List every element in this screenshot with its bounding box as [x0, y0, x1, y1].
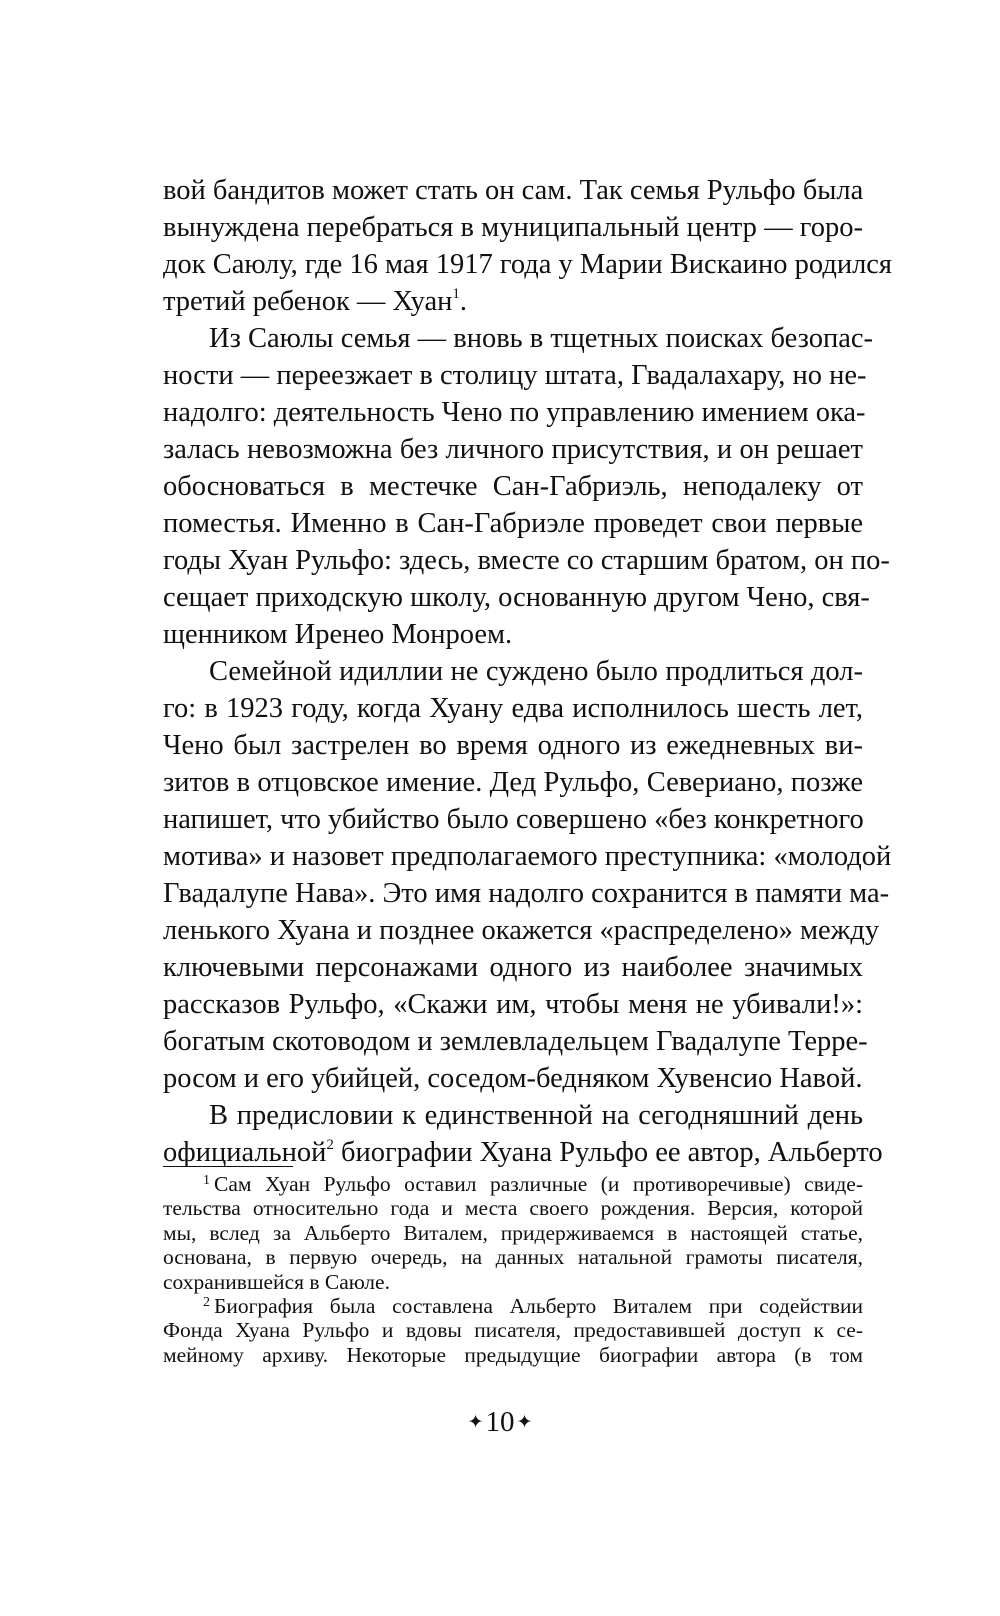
text-line: сещает приходскую школу, основанную другом Чено, свя- — [163, 582, 870, 613]
footnote-ref-1[interactable]: 1 — [452, 286, 460, 302]
text-line: го: в 1923 году, когда Хуану едва исполнилось шесть лет, — [163, 693, 863, 724]
footnote-2-line: мейному архиву. Некоторые предыдущие биографии автора (в том — [163, 1342, 863, 1367]
ornament-left-icon: ✦ — [467, 1411, 484, 1433]
footnote-1-line: мы, вслед за Альберто Виталем, придерживаемся в настоящей статье, — [163, 1220, 863, 1245]
text-line: вой бандитов может стать он сам. Так семья Рульфо была — [163, 175, 864, 206]
text-line: напишет, что убийство было совершено «без конкретного — [163, 804, 864, 835]
page-number-footer — [0, 1402, 1000, 1442]
text-line: В предисловии к единственной на сегодняшний день — [209, 1100, 863, 1131]
text-line: Гвадалупе Нава». Это имя надолго сохранится в памяти ма- — [163, 878, 890, 909]
text-line: богатым скотоводом и землевладельцем Гвадалупе Терре- — [163, 1026, 868, 1057]
text-line: вынуждена перебраться в муниципальный центр — горо- — [163, 212, 863, 243]
footnote-text: Сам Хуан Рульфо оставил различные (и противоречивые) свиде- — [214, 1172, 863, 1196]
text-fragment: . — [459, 286, 468, 317]
text-fragment: биографии Хуана Рульфо ее автор, Альберто — [340, 1137, 883, 1168]
text-line: Чено был застрелен во время одного из ежедневных ви- — [163, 730, 863, 761]
text-line: ключевыми персонажами одного из наиболее значимых — [163, 952, 863, 983]
text-line: зитов в отцовское имение. Дед Рульфо, Севериано, позже — [163, 767, 863, 798]
text-line: поместья. Именно в Сан-Габриэле проведет свои первые — [163, 508, 863, 539]
footnote-2-line — [163, 1294, 863, 1318]
text-line: Семейной идиллии не суждено было продлиться дол- — [209, 656, 863, 687]
text-line: росом и его убийцей, соседом-бедняком Хувенсио Навой. — [163, 1063, 863, 1094]
text-line: рассказов Рульфо, «Скажи им, чтобы меня не убивали!»: — [163, 989, 863, 1020]
footnote-1-line — [163, 1172, 863, 1196]
text-line: надолго: деятельность Чено по управлению имением ока- — [163, 397, 866, 428]
footnote-2-line: Фонда Хуана Рульфо и вдовы писателя, предоставившей доступ к се- — [163, 1318, 863, 1343]
text-line — [163, 283, 863, 320]
footnote-text: Биография была составлена Альберто Виталем при содействии — [214, 1293, 863, 1318]
text-line: щенником Иренео Монроем. — [163, 619, 513, 650]
text-fragment: третий ребенок — Хуан — [163, 286, 453, 317]
text-line: залась невозможна без личного присутствия, и он решает — [163, 434, 863, 465]
text-line: док Саюлу, где 16 мая 1917 года у Марии Вискаино родился — [163, 249, 893, 280]
text-line: обосноваться в местечке Сан-Габриэль, неподалеку от — [163, 471, 863, 502]
footnote-ref-2[interactable]: 2 — [326, 1137, 334, 1153]
main-text — [163, 172, 893, 1171]
ornament-right-icon: ✦ — [516, 1411, 533, 1433]
text-line: мотива» и назовет предполагаемого преступника: «молодой — [163, 841, 892, 872]
footnote-number: 1 — [203, 1173, 210, 1188]
text-fragment: официальной — [163, 1137, 327, 1168]
text-line: Из Саюлы семья — вновь в тщетных поисках безопас- — [209, 323, 873, 354]
footnote-number: 2 — [203, 1294, 210, 1310]
text-line: ности — переезжает в столицу штата, Гвадалахару, но не- — [163, 360, 867, 391]
page-number: 10 — [485, 1406, 515, 1438]
footnotes — [163, 1172, 863, 1367]
footnote-1-line: тельства относительно года и места своего рождения. Версия, которой — [163, 1196, 863, 1221]
footnote-1-line: основана, в первую очередь, на данных натальной грамоты писателя, — [163, 1245, 863, 1270]
text-line: ленького Хуана и позднее окажется «распределено» между — [163, 915, 880, 946]
footnote-1-line: сохранившейся в Саюле. — [163, 1269, 390, 1294]
text-line: годы Хуан Рульфо: здесь, вместе со старшим братом, он по- — [163, 545, 890, 576]
footnote-divider — [163, 1166, 293, 1167]
